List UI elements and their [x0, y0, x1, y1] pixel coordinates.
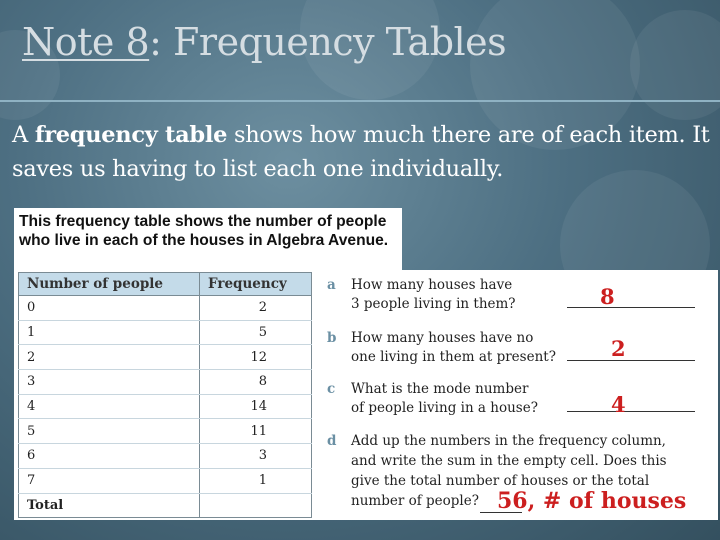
frequency-table — [18, 272, 312, 518]
worksheet-description: This frequency table shows the number of people who live in each of the houses in Algebra Avenue. — [19, 213, 389, 249]
cell-frequency: 2 — [200, 296, 312, 321]
total-value-cell[interactable] — [200, 493, 312, 518]
worksheet-description-box — [14, 208, 402, 270]
intro-paragraph — [12, 118, 712, 186]
cell-frequency: 12 — [200, 345, 312, 370]
table-row — [19, 345, 312, 370]
question-line: What is the mode number — [351, 381, 529, 397]
cell-frequency: 14 — [200, 394, 312, 419]
table-total-row — [19, 493, 312, 518]
table-header-row — [19, 273, 312, 296]
cell-people: 7 — [19, 468, 200, 493]
background-bubble — [630, 10, 720, 120]
question-letter: c — [327, 381, 336, 397]
question-line: one living in them at present? — [351, 349, 556, 365]
cell-people: 2 — [19, 345, 200, 370]
question-line: and write the sum in the empty cell. Does this — [351, 453, 667, 469]
question-line: 3 people living in them? — [351, 296, 516, 312]
answer-blank-a[interactable] — [567, 307, 695, 308]
table-row — [19, 468, 312, 493]
header-frequency: Frequency — [200, 273, 312, 296]
title-text: : Frequency Tables — [149, 20, 507, 64]
cell-people: 6 — [19, 444, 200, 469]
answer-a: 8 — [600, 284, 615, 309]
cell-people: 1 — [19, 320, 200, 345]
cell-frequency: 5 — [200, 320, 312, 345]
table-row — [19, 320, 312, 345]
cell-people: 3 — [19, 370, 200, 395]
cell-frequency: 11 — [200, 419, 312, 444]
header-number-of-people: Number of people — [19, 273, 200, 296]
answer-d: 56, # of houses — [497, 488, 687, 514]
cell-people: 4 — [19, 394, 200, 419]
intro-text-end: shows how much there are of each item. It saves us having to list each one individually. — [12, 122, 710, 182]
cell-frequency: 8 — [200, 370, 312, 395]
slide-title — [22, 20, 506, 64]
table-row — [19, 444, 312, 469]
total-label: Total — [19, 493, 200, 518]
cell-frequency: 3 — [200, 444, 312, 469]
cell-people: 5 — [19, 419, 200, 444]
question-line: number of people? — [351, 493, 479, 509]
table-row — [19, 296, 312, 321]
question-line: How many houses have — [351, 277, 513, 293]
table-row — [19, 419, 312, 444]
question-letter: a — [327, 277, 336, 293]
answer-c: 4 — [611, 392, 626, 417]
answer-blank-b[interactable] — [567, 360, 695, 361]
question-line: Add up the numbers in the frequency column, — [351, 433, 666, 449]
table-row — [19, 370, 312, 395]
question-line: How many houses have no — [351, 330, 534, 346]
answer-blank-c[interactable] — [567, 411, 695, 412]
intro-bold-term: frequency table — [34, 122, 228, 148]
intro-text-start: A — [12, 122, 35, 148]
table-row — [19, 394, 312, 419]
title-divider — [0, 100, 720, 102]
cell-people: 0 — [19, 296, 200, 321]
worksheet-panel — [14, 270, 718, 520]
title-note-number: Note 8 — [22, 20, 150, 64]
question-line: of people living in a house? — [351, 400, 538, 416]
answer-b: 2 — [611, 336, 626, 361]
question-letter: d — [327, 433, 337, 449]
question-letter: b — [327, 330, 337, 346]
question-line: give the total number of houses or the total — [351, 473, 650, 489]
cell-frequency: 1 — [200, 468, 312, 493]
